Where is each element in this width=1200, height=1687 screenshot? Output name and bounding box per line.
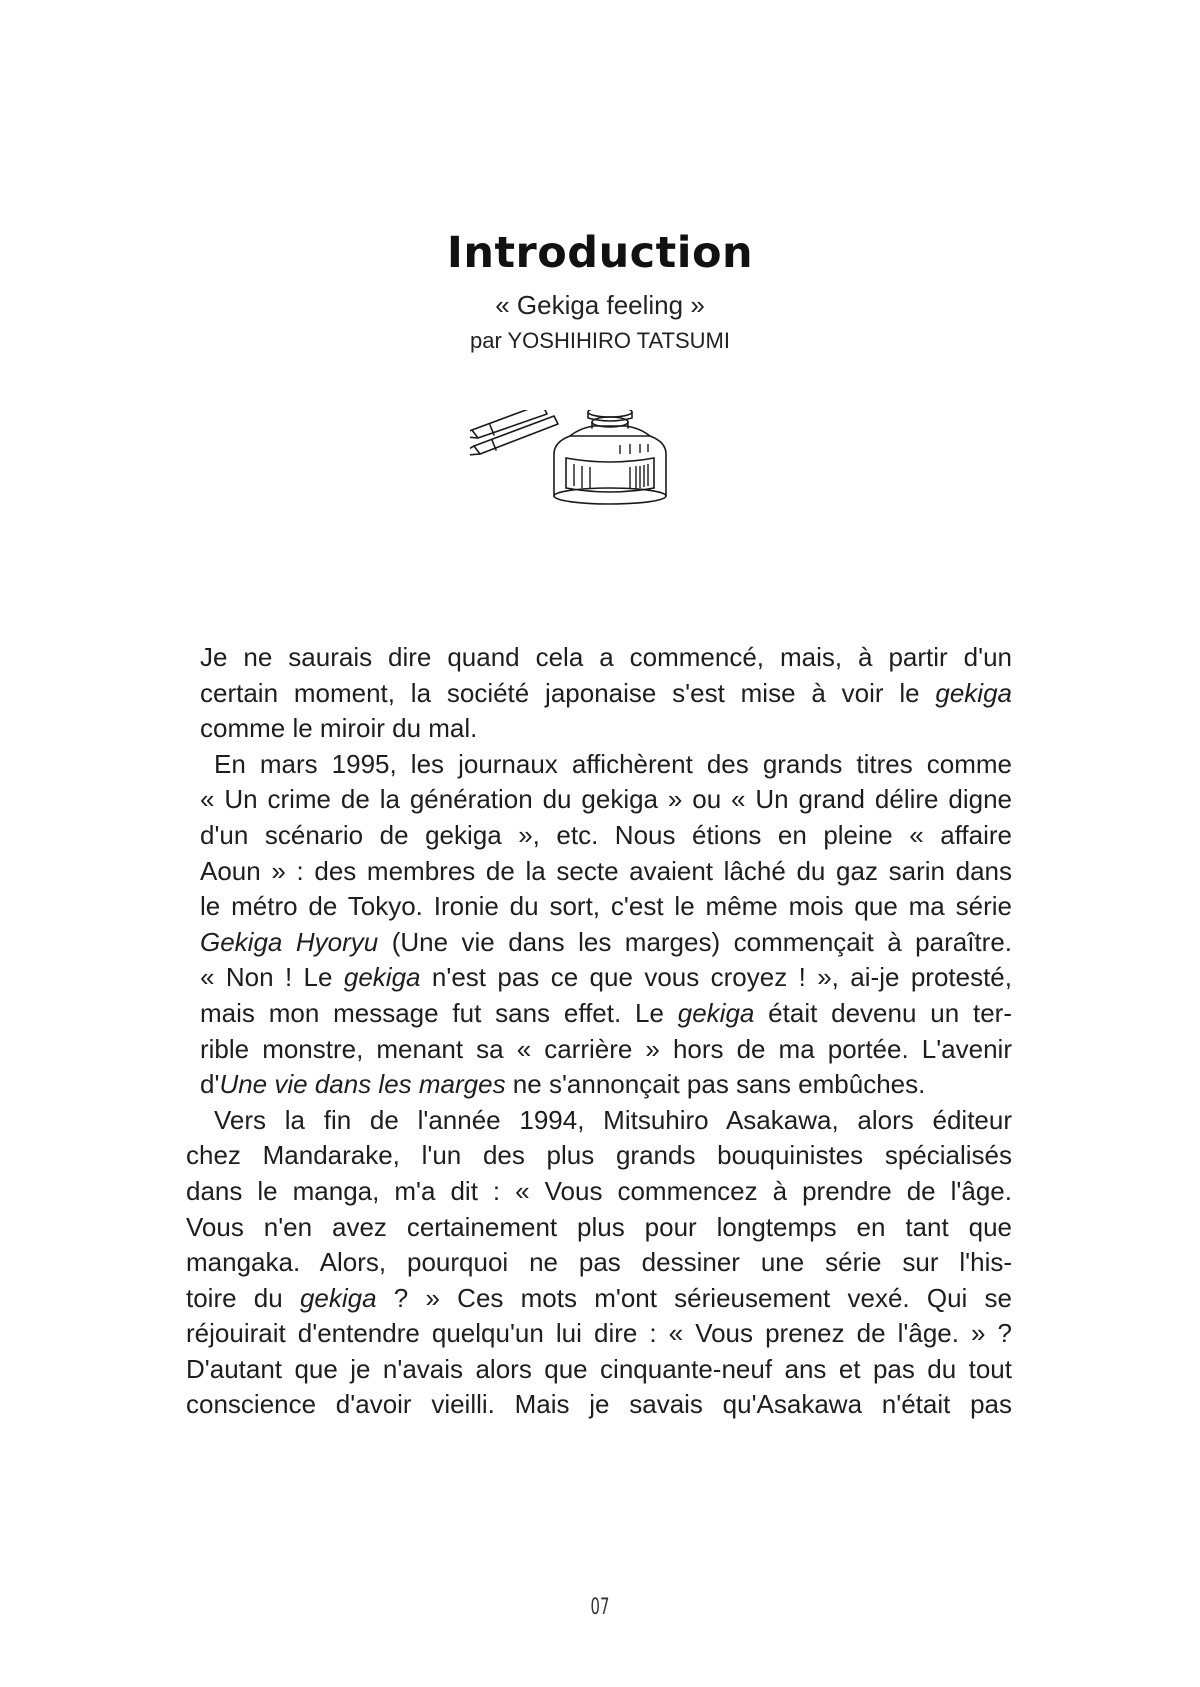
- text-line: d'Une vie dans les marges ne s'annonçait pas sans embûches.: [200, 1069, 926, 1100]
- text-line: rible monstre, menant sa « carrière » hors de ma portée. L'avenir: [200, 1033, 1012, 1064]
- text-line: Vers la fin de l'année 1994, Mitsuhiro Asakawa, alors éditeur: [214, 1104, 1012, 1135]
- page-number: 07: [590, 1595, 610, 1620]
- text-line: Aoun » : des membres de la secte avaient lâché du gaz sarin dans: [200, 855, 1012, 886]
- text-line: toire du gekiga ? » Ces mots m'ont sérieusement vexé. Qui se: [186, 1282, 1012, 1313]
- text-line: comme le miroir du mal.: [200, 713, 478, 744]
- text-line: Je ne saurais dire quand cela a commencé, mais, à partir d'un: [200, 642, 1012, 672]
- text-line: d'un scénario de gekiga », etc. Nous étions en pleine « affaire: [200, 819, 1012, 850]
- chapter-title: Introduction: [446, 228, 754, 278]
- text-line: conscience d'avoir vieilli. Mais je savais qu'Asakawa n'était pas: [186, 1389, 1012, 1420]
- text-line: dans le manga, m'a dit : « Vous commencez à prendre de l'âge.: [186, 1175, 1012, 1206]
- text-line: D'autant que je n'avais alors que cinquante-neuf ans et pas du tout: [186, 1353, 1012, 1384]
- author-byline: par YOSHIHIRO TATSUMI: [470, 328, 730, 353]
- text-line: certain moment, la société japonaise s'est mise à voir le gekiga: [200, 677, 1012, 708]
- text-line: Vous n'en avez certainement plus pour longtemps en tant que: [186, 1211, 1012, 1242]
- text-line: « Un crime de la génération du gekiga » ou « Un grand délire digne: [200, 784, 1012, 815]
- body-text: [186, 640, 1012, 1423]
- text-line: mais mon message fut sans effet. Le gekiga était devenu un ter-: [200, 997, 1012, 1028]
- text-line: le métro de Tokyo. Ironie du sort, c'est le même mois que ma série: [200, 891, 1012, 922]
- text-line: mangaka. Alors, pourquoi ne pas dessiner une série sur l'his-: [186, 1247, 1012, 1278]
- inkwell-and-pens-icon: [470, 410, 680, 510]
- text-line: Gekiga Hyoryu (Une vie dans les marges) commençait à paraître.: [200, 926, 1012, 957]
- text-line: « Non ! Le gekiga n'est pas ce que vous croyez ! », ai-je protesté,: [200, 962, 1012, 993]
- text-line: En mars 1995, les journaux affichèrent des grands titres comme: [214, 748, 1012, 779]
- text-line: réjouirait d'entendre quelqu'un lui dire : « Vous prenez de l'âge. » ?: [186, 1318, 1012, 1349]
- text-line: chez Mandarake, l'un des plus grands bouquinistes spécialisés: [186, 1140, 1012, 1171]
- chapter-subtitle: « Gekiga feeling »: [495, 290, 705, 320]
